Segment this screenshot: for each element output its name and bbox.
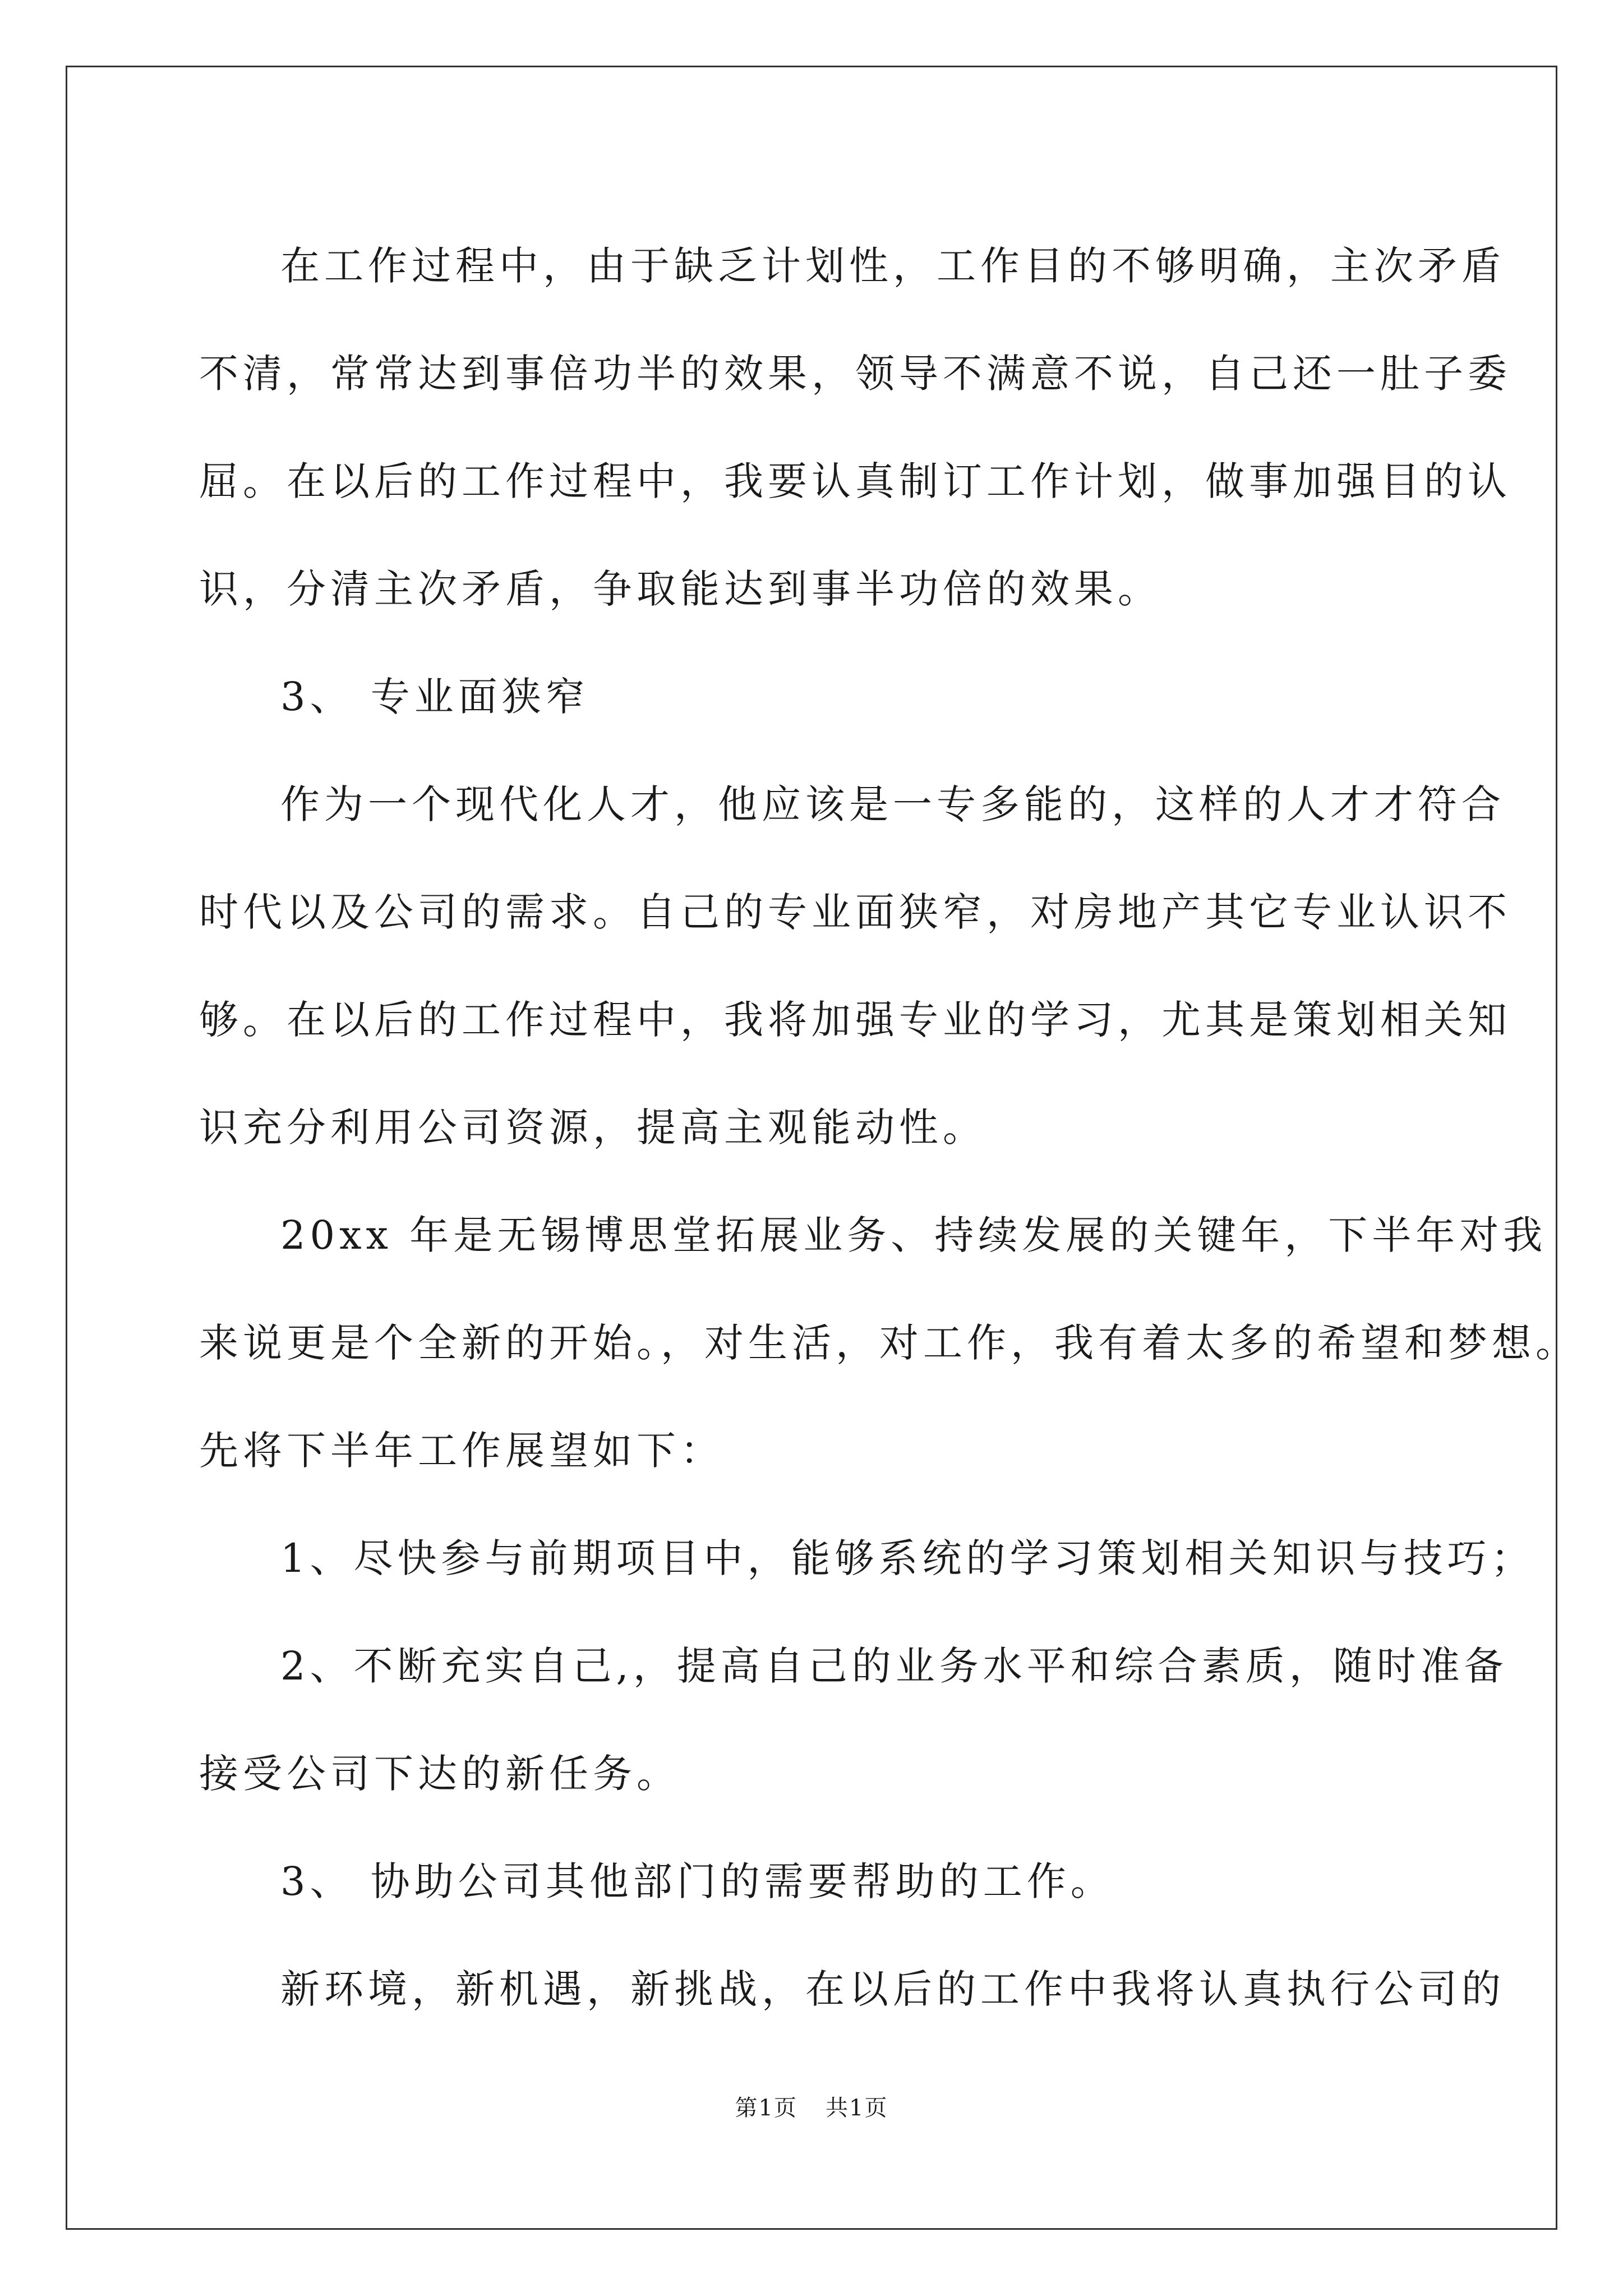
document-body (199, 212, 1579, 2043)
paragraph-line: 作为一个现代化人才，他应该是一专多能的，这样的人才才符合 (280, 781, 1505, 827)
paragraph-line: 识充分利用公司资源，提高主观能动性。 (199, 1105, 986, 1151)
paragraph-line: 不清，常常达到事倍功半的效果，领导不满意不说，自己还一肚子委 (199, 351, 1511, 397)
list-item: 3、 协助公司其他部门的需要帮助的工作。 (280, 1858, 1114, 1904)
section-heading: 3、 专业面狭窄 (280, 674, 589, 720)
paragraph-line: 新环境，新机遇，新挑战，在以后的工作中我将认真执行公司的 (280, 1966, 1505, 2012)
list-item: 2、不断充实自己,，提高自己的业务水平和综合素质，随时准备 (280, 1643, 1508, 1689)
list-item: 1、尽快参与前期项目中，能够系统的学习策划相关知识与技巧； (280, 1535, 1535, 1581)
page-footer (0, 2090, 1623, 2122)
paragraph-line: 先将下半年工作展望如下： (199, 1428, 724, 1474)
paragraph-line: 在工作过程中，由于缺乏计划性，工作目的不够明确，主次矛盾 (280, 243, 1505, 289)
page-number: 第1页 (735, 2095, 797, 2121)
paragraph-line: 20xx 年是无锡博思堂拓展业务、持续发展的关键年，下半年对我 (280, 1212, 1547, 1258)
paragraph-line: 来说更是个全新的开始。，对生活，对工作，我有着太多的希望和梦想。 (199, 1320, 1579, 1366)
paragraph-line: 够。在以后的工作过程中，我将加强专业的学习，尤其是策划相关知 (199, 997, 1511, 1043)
paragraph-line: 屈。在以后的工作过程中，我要认真制订工作计划，做事加强目的认 (199, 458, 1511, 504)
list-item-continuation: 接受公司下达的新任务。 (199, 1751, 680, 1797)
paragraph-line: 时代以及公司的需求。自己的专业面狭窄，对房地产其它专业认识不 (199, 889, 1511, 935)
page-total: 共1页 (826, 2095, 888, 2121)
paragraph-line: 识，分清主次矛盾，争取能达到事半功倍的效果。 (199, 566, 1161, 612)
